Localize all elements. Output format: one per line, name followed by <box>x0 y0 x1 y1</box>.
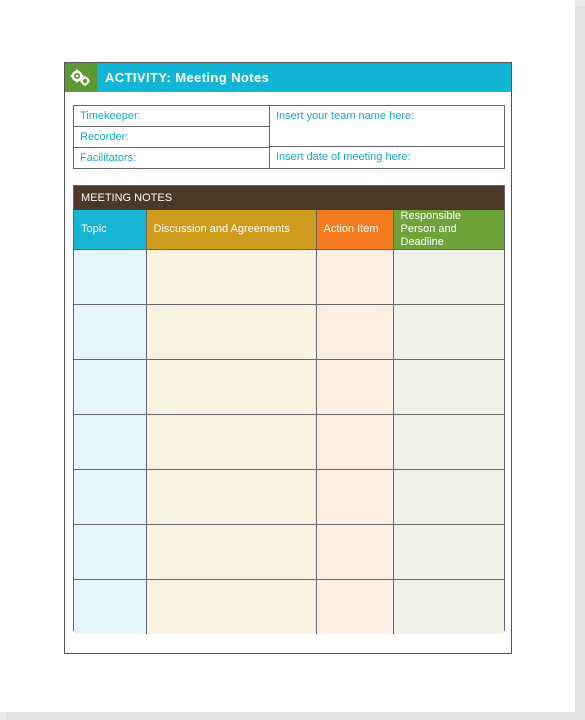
gears-icon <box>70 69 92 87</box>
roles-column <box>74 106 270 168</box>
table-row <box>74 525 504 580</box>
column-header-discussion: Discussion and Agreements <box>146 210 316 250</box>
page-shadow-bottom <box>6 712 585 720</box>
column-header-action-item: Action Item <box>316 210 393 250</box>
table-row <box>74 250 504 305</box>
discussion-cell[interactable] <box>146 525 316 580</box>
table-header-row <box>74 210 504 250</box>
responsible-cell[interactable] <box>393 415 504 470</box>
meeting-notes-form <box>64 62 512 654</box>
discussion-cell[interactable] <box>146 580 316 635</box>
action-item-cell[interactable] <box>316 415 393 470</box>
recorder-field[interactable]: Recorder: <box>74 127 269 148</box>
action-item-cell[interactable] <box>316 525 393 580</box>
action-item-cell[interactable] <box>316 250 393 305</box>
responsible-cell[interactable] <box>393 525 504 580</box>
meeting-info-box <box>73 105 505 169</box>
topic-cell[interactable] <box>74 580 146 635</box>
table-row <box>74 415 504 470</box>
responsible-cell[interactable] <box>393 580 504 635</box>
topic-cell[interactable] <box>74 470 146 525</box>
responsible-cell[interactable] <box>393 305 504 360</box>
meeting-date-field[interactable]: Insert date of meeting here: <box>276 151 411 163</box>
column-header-topic: Topic <box>74 210 146 250</box>
table-row <box>74 470 504 525</box>
topic-cell[interactable] <box>74 415 146 470</box>
meeting-notes-heading: MEETING NOTES <box>74 186 504 210</box>
table-row <box>74 580 504 635</box>
action-item-cell[interactable] <box>316 305 393 360</box>
discussion-cell[interactable] <box>146 415 316 470</box>
meeting-details-column <box>270 106 504 168</box>
topic-cell[interactable] <box>74 360 146 415</box>
timekeeper-field[interactable]: Timekeeper: <box>74 106 269 127</box>
topic-cell[interactable] <box>74 525 146 580</box>
discussion-cell[interactable] <box>146 250 316 305</box>
responsible-cell[interactable] <box>393 470 504 525</box>
discussion-cell[interactable] <box>146 305 316 360</box>
action-item-cell[interactable] <box>316 360 393 415</box>
facilitators-field[interactable]: Facilitators: <box>80 152 137 164</box>
topic-cell[interactable] <box>74 250 146 305</box>
responsible-cell[interactable] <box>393 250 504 305</box>
action-item-cell[interactable] <box>316 470 393 525</box>
meeting-notes-table <box>74 210 504 634</box>
activity-header <box>65 63 511 92</box>
responsible-cell[interactable] <box>393 360 504 415</box>
logo-badge <box>65 63 97 92</box>
meeting-notes-section <box>73 185 505 631</box>
table-body <box>74 250 504 635</box>
table-row <box>74 305 504 360</box>
team-name-field[interactable]: Insert your team name here: <box>270 106 504 147</box>
page-shadow-right <box>575 6 585 720</box>
discussion-cell[interactable] <box>146 470 316 525</box>
activity-title: ACTIVITY: Meeting Notes <box>105 70 270 85</box>
column-header-responsible: Responsible Person and Deadline <box>393 210 504 250</box>
table-row <box>74 360 504 415</box>
action-item-cell[interactable] <box>316 580 393 635</box>
discussion-cell[interactable] <box>146 360 316 415</box>
topic-cell[interactable] <box>74 305 146 360</box>
